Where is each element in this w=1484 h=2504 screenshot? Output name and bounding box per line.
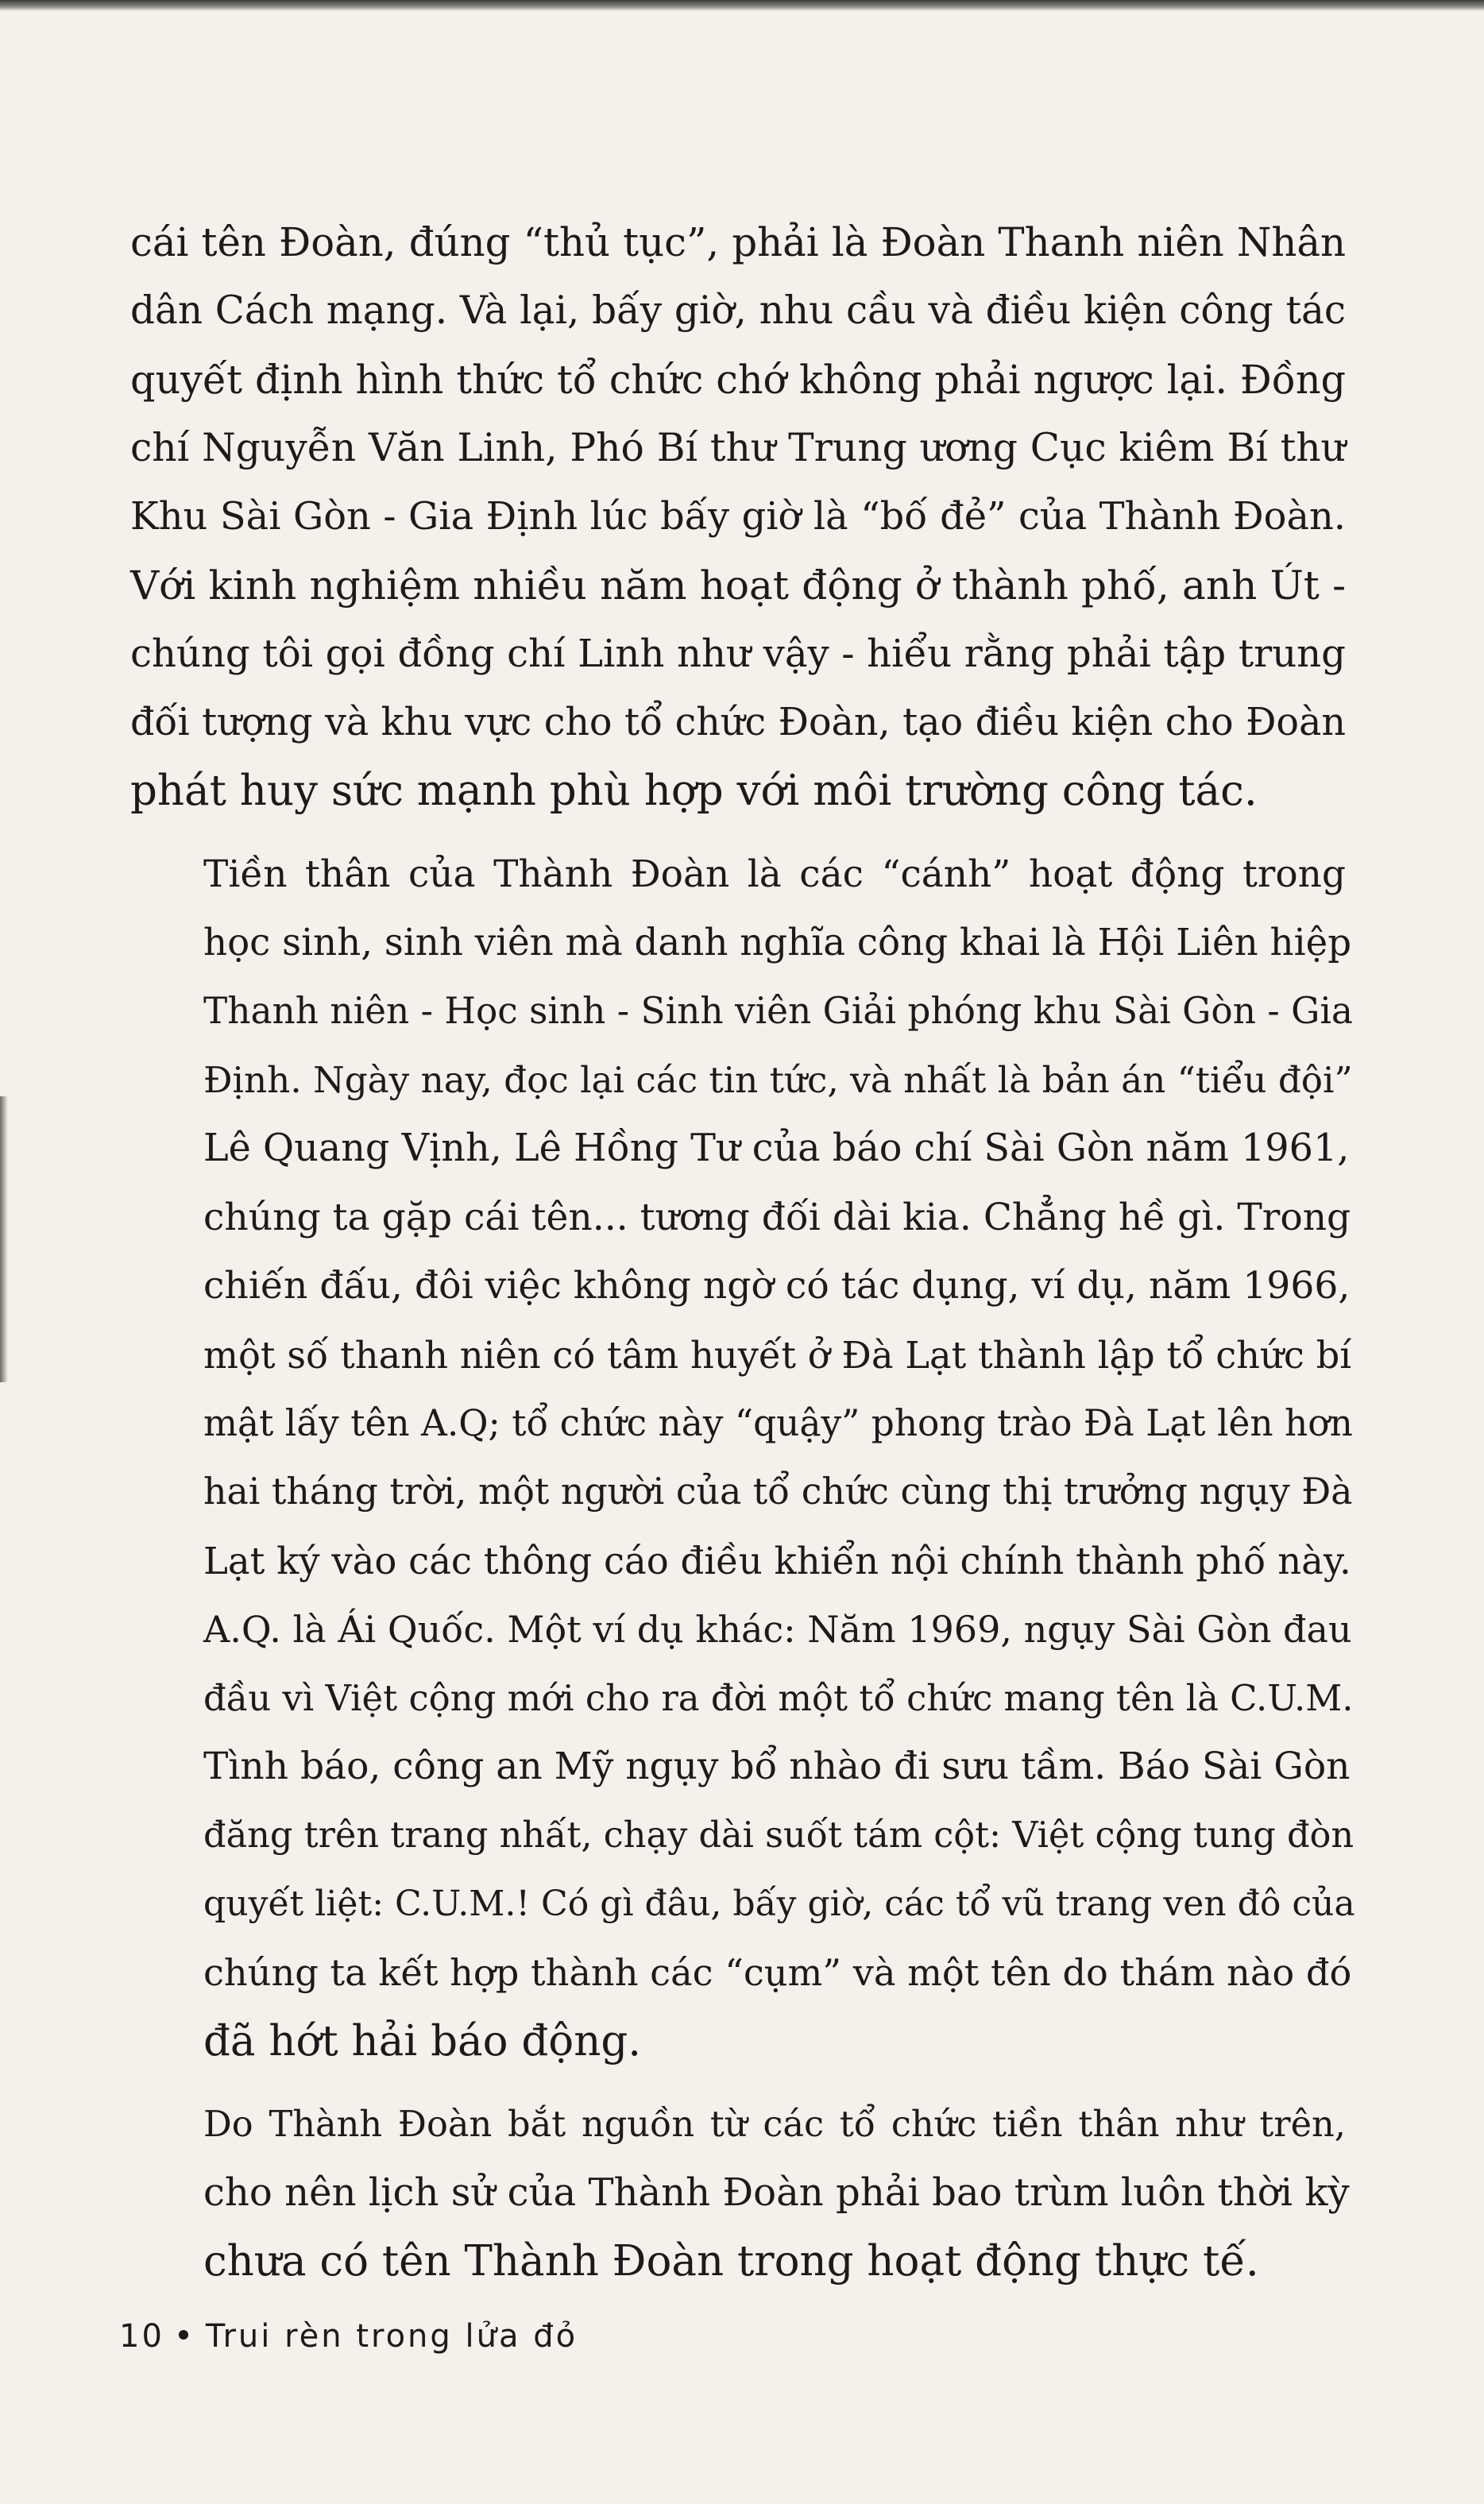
text-line: phát huy sức mạnh phù hợp với môi trường công tác. (130, 767, 1258, 816)
text-line: quyết định hình thức tổ chức chớ không phải ngược lại. Đồng (130, 356, 1346, 403)
text-line: quyết liệt: C.U.M.! Có gì đâu, bấy giờ, các tổ vũ trang ven đô của (203, 1883, 1355, 1924)
running-title: Trui rèn trong lửa đỏ (205, 2318, 578, 2355)
text-line: chúng ta kết hợp thành các “cụm” và một tên do thám nào đó (203, 1951, 1352, 1995)
body-text (130, 208, 1355, 2296)
text-line: Định. Ngày nay, đọc lại các tin tức, và nhất là bản án “tiểu đội” (203, 1058, 1353, 1101)
text-line: dân Cách mạng. Và lại, bấy giờ, nhu cầu và điều kiện công tác (130, 288, 1346, 334)
page-number: 10 (119, 2318, 164, 2355)
text-line: Thanh niên - Học sinh - Sinh viên Giải phóng khu Sài Gòn - Gia (203, 990, 1353, 1033)
text-line: chúng tôi gọi đồng chí Linh như vậy - hiểu rằng phải tập trung (130, 632, 1346, 677)
text-line: cho nên lịch sử của Thành Đoàn phải bao trùm luôn thời kỳ (203, 2170, 1350, 2216)
text-line: đăng trên trang nhất, chạy dài suốt tám cột: Việt cộng tung đòn (203, 1814, 1355, 1857)
bullet-separator-icon (179, 2330, 188, 2340)
text-line: Tình báo, công an Mỹ ngụy bổ nhào đi sưu tầm. Báo Sài Gòn (203, 1744, 1351, 1788)
text-line: Lê Quang Vịnh, Lê Hồng Tư của báo chí Sài Gòn năm 1961, (203, 1126, 1350, 1171)
page-top-edge (0, 0, 1484, 11)
text-line: chí Nguyễn Văn Linh, Phó Bí thư Trung ương Cục kiêm Bí thư (130, 426, 1346, 471)
text-line: Khu Sài Gòn - Gia Định lúc bấy giờ là “bố đẻ” của Thành Đoàn. (130, 494, 1346, 539)
paragraph-3 (130, 2090, 1350, 2296)
text-line: cái tên Đoàn, đúng “thủ tục”, phải là Đoàn Thanh niên Nhân (130, 219, 1346, 265)
paragraph-1 (130, 208, 1346, 826)
text-line: Do Thành Đoàn bắt nguồn từ các tổ chức tiền thân như trên, (203, 2103, 1346, 2145)
text-line: đầu vì Việt cộng mới cho ra đời một tổ chức mang tên là C.U.M. (203, 1676, 1354, 1719)
page-binding-shadow (0, 1096, 8, 1382)
text-line: Tiền thân của Thành Đoàn là các “cánh” hoạt động trong (203, 852, 1346, 896)
paragraph-2 (130, 840, 1355, 2076)
text-line: Lạt ký vào các thông cáo điều khiển nội chính thành phố này. (203, 1539, 1351, 1582)
text-line: A.Q. là Ái Quốc. Một ví dụ khác: Năm 1969, ngụy Sài Gòn đau (203, 1608, 1352, 1652)
text-line: đã hớt hải báo động. (203, 2016, 642, 2065)
text-line: mật lấy tên A.Q; tổ chức này “quậy” phong trào Đà Lạt lên hơn (203, 1401, 1353, 1444)
text-line: hai tháng trời, một người của tổ chức cùng thị trưởng ngụy Đà (203, 1470, 1353, 1513)
text-line: chưa có tên Thành Đoàn trong hoạt động thực tế. (203, 2236, 1259, 2286)
text-line: chúng ta gặp cái tên... tương đối dài kia. Chẳng hề gì. Trong (203, 1195, 1351, 1239)
text-line: chiến đấu, đôi việc không ngờ có tác dụng, ví dụ, năm 1966, (203, 1264, 1351, 1308)
page-footer (119, 2318, 578, 2355)
text-line: học sinh, sinh viên mà danh nghĩa công khai là Hội Liên hiệp (203, 922, 1352, 965)
text-line: Với kinh nghiệm nhiều năm hoạt động ở thành phố, anh Út - (130, 562, 1346, 609)
text-line: đối tượng và khu vực cho tổ chức Đoàn, tạo điều kiện cho Đoàn (130, 700, 1346, 744)
text-line: một số thanh niên có tâm huyết ở Đà Lạt thành lập tổ chức bí (203, 1333, 1352, 1377)
